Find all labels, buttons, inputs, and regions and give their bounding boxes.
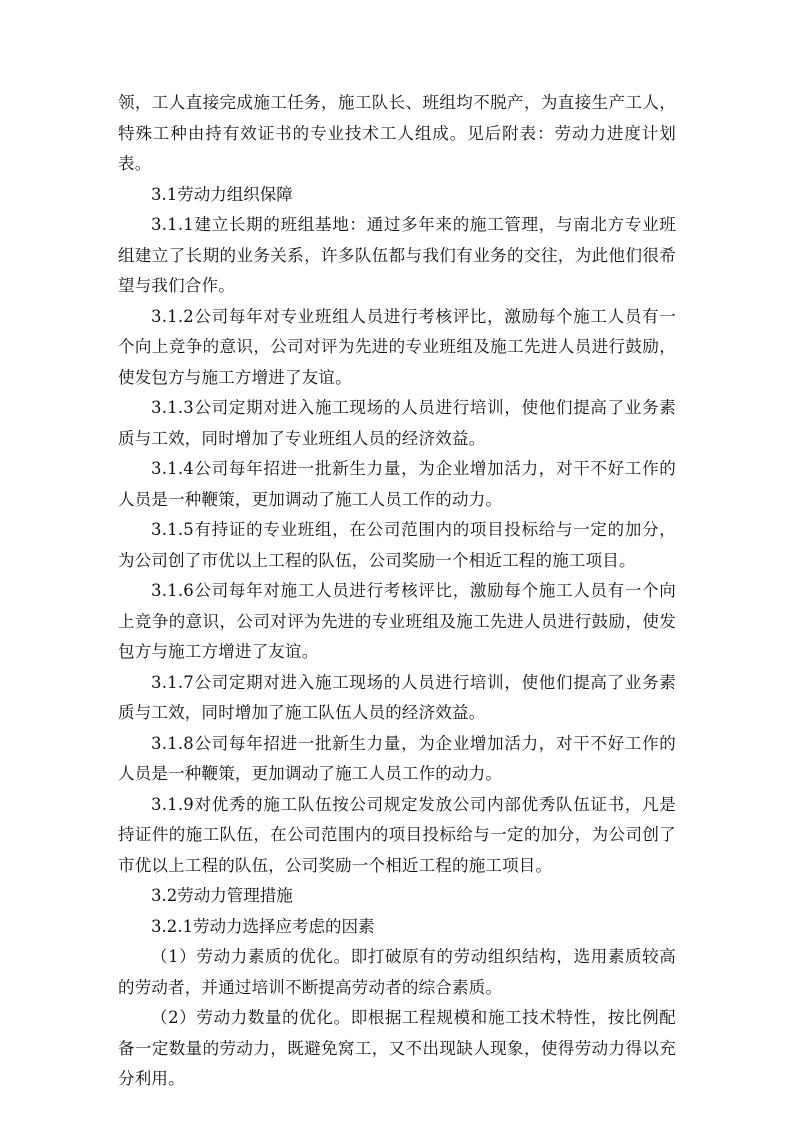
paragraph-3-1-1: 3.1.1建立长期的班组基地：通过多年来的施工管理，与南北方专业班组建立了长期的业务关系，许多队伍都与我们有业务的交往，为此他们很希望与我们合作。 bbox=[118, 215, 676, 295]
section-heading-3-1: 3.1劳动力组织保障 bbox=[151, 184, 293, 204]
paragraph-item-1: （1）劳动力素质的优化。即打破原有的劳动组织结构，选用素质较高的劳动者，并通过培训不断提高劳动者的综合素质。 bbox=[118, 947, 676, 997]
paragraph-item-2: （2）劳动力数量的优化。即根据工程规模和施工技术特性，按比例配备一定数量的劳动力，既避免窝工，又不出现缺人现象，使得劳动力得以充分利用。 bbox=[118, 1008, 676, 1088]
paragraph-3-1-2: 3.1.2公司每年对专业班组人员进行考核评比，激励每个施工人员有一个向上竞争的意识，公司对评为先进的专业班组及施工先进人员进行鼓励，使发包方与施工方增进了友谊。 bbox=[118, 306, 676, 387]
paragraph-3-1-3: 3.1.3公司定期对进入施工现场的人员进行培训，使他们提高了业务素质与工效，同时增加了专业班组人员的经济效益。 bbox=[118, 398, 676, 448]
paragraph-continuation: 领，工人直接完成施工任务，施工队长、班组均不脱产，为直接生产工人，特殊工种由持有效证书的专业技术工人组成。见后附表：劳动力进度计划表。 bbox=[118, 93, 676, 173]
paragraph-3-1-5: 3.1.5有持证的专业班组，在公司范围内的项目投标给与一定的加分，为公司创了市优以上工程的队伍，公司奖励一个相近工程的施工项目。 bbox=[118, 520, 676, 570]
paragraph-3-1-6: 3.1.6公司每年对施工人员进行考核评比，激励每个施工人员有一个向上竞争的意识，公司对评为先进的专业班组及施工先进人员进行鼓励，使发包方与施工方增进了友谊。 bbox=[118, 581, 676, 661]
document-page bbox=[118, 88, 676, 1095]
section-heading-3-2: 3.2劳动力管理措施 bbox=[151, 886, 293, 905]
section-heading-3-2-1: 3.2.1劳动力选择应考虑的因素 bbox=[151, 916, 375, 936]
paragraph-3-1-8: 3.1.8公司每年招进一批新生力量，为企业增加活力，对干不好工作的人员是一种鞭策，更加调动了施工人员工作的动力。 bbox=[118, 733, 676, 783]
paragraph-3-1-7: 3.1.7公司定期对进入施工现场的人员进行培训，使他们提高了业务素质与工效，同时增加了施工队伍人员的经济效益。 bbox=[118, 672, 676, 722]
paragraph-3-1-4: 3.1.4公司每年招进一批新生力量，为企业增加活力，对干不好工作的人员是一种鞭策，更加调动了施工人员工作的动力。 bbox=[118, 459, 676, 509]
paragraph-3-1-9: 3.1.9对优秀的施工队伍按公司规定发放公司内部优秀队伍证书，凡是持证件的施工队伍，在公司范围内的项目投标给与一定的加分，为公司创了市优以上工程的队伍，公司奖励一个相近工程的施工项目。 bbox=[118, 794, 676, 875]
